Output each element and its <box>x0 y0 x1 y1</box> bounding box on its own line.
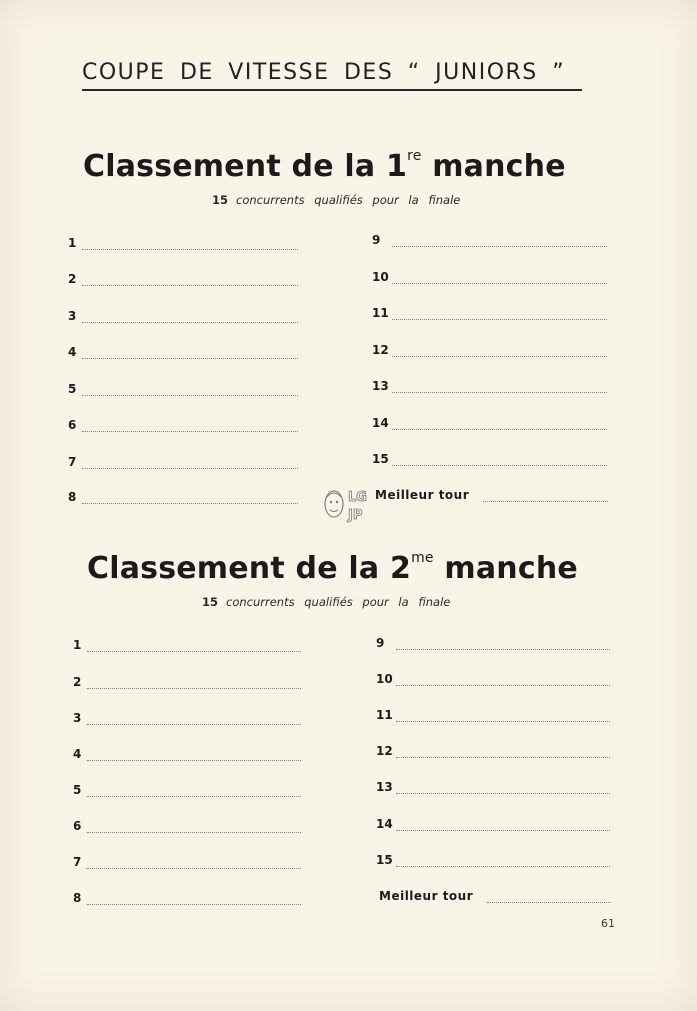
s2-rank-4: 4 <box>73 747 82 761</box>
s2-rank-5: 5 <box>73 783 82 797</box>
s1-dotted-line <box>82 456 298 469</box>
section2-subtitle-text: concurrents qualifiés pour la finale <box>226 595 451 609</box>
s2-rank-13: 13 <box>376 780 393 794</box>
s2-dotted-line <box>87 856 301 869</box>
s1-entry-3 <box>68 307 298 323</box>
section1-subtitle <box>212 193 460 207</box>
s1-rank-13: 13 <box>372 379 389 393</box>
s2-dotted-line <box>396 673 610 686</box>
s1-rank-2: 2 <box>68 272 77 286</box>
s2-dotted-line <box>396 781 610 794</box>
s2-dotted-line <box>87 676 301 689</box>
s1-rank-15: 15 <box>372 452 389 466</box>
s1-dotted-line <box>392 234 607 247</box>
s2-dotted-line <box>87 639 301 652</box>
watermark-logo <box>320 483 380 525</box>
s1-entry-2 <box>68 270 298 286</box>
page-number: 61 <box>601 917 615 930</box>
s1-entry-8 <box>68 488 298 504</box>
svg-text:JP: JP <box>348 508 363 523</box>
s2-dotted-line <box>87 748 301 761</box>
s1-dotted-line <box>392 344 607 357</box>
s1-dotted-line <box>82 383 298 396</box>
s2-best-lap <box>379 887 611 903</box>
s2-dotted-line <box>87 892 301 905</box>
s2-entry-12 <box>376 742 610 758</box>
s2-entry-4 <box>73 745 301 761</box>
s1-dotted-line <box>82 310 298 323</box>
s2-rank-7: 7 <box>73 855 82 869</box>
s2-rank-6: 6 <box>73 819 82 833</box>
s2-dotted-line <box>396 745 610 758</box>
s2-dotted-line <box>87 712 301 725</box>
section1-subtitle-count: 15 <box>212 193 229 207</box>
s1-entry-7 <box>68 453 298 469</box>
s1-entry-4 <box>68 343 298 359</box>
s1-rank-14: 14 <box>372 416 389 430</box>
s2-rank-10: 10 <box>376 672 393 686</box>
s1-entry-9 <box>372 231 607 247</box>
section2-subtitle-count: 15 <box>202 595 219 609</box>
s1-best-lap-label: Meilleur tour <box>375 488 470 502</box>
s1-entry-14 <box>372 414 607 430</box>
s2-entry-3 <box>73 709 301 725</box>
page-title: COUPE DE VITESSE DES “ JUNIORS ” <box>82 60 566 85</box>
s1-rank-11: 11 <box>372 306 389 320</box>
s1-entry-13 <box>372 377 607 393</box>
section1-subtitle-text: concurrents qualifiés pour la finale <box>236 193 461 207</box>
s2-entry-10 <box>376 670 610 686</box>
s2-entry-1 <box>73 636 301 652</box>
section2-title-end: manche <box>433 551 578 586</box>
s2-rank-8: 8 <box>73 891 82 905</box>
s1-dotted-line <box>82 419 298 432</box>
s2-rank-12: 12 <box>376 744 393 758</box>
section1-title-end: manche <box>421 149 566 184</box>
section2-title-main: Classement de la 2 <box>87 551 412 586</box>
s1-dotted-line <box>392 380 607 393</box>
s2-rank-2: 2 <box>73 675 82 689</box>
s2-entry-9 <box>376 634 610 650</box>
s1-rank-3: 3 <box>68 309 77 323</box>
s1-dotted-line <box>392 271 607 284</box>
s1-dotted-line <box>82 237 298 250</box>
s2-entry-8 <box>73 889 301 905</box>
s2-rank-14: 14 <box>376 817 393 831</box>
s2-entry-14 <box>376 815 610 831</box>
s2-rank-3: 3 <box>73 711 82 725</box>
s1-entry-12 <box>372 341 607 357</box>
s2-dotted-line <box>87 820 301 833</box>
s2-rank-1: 1 <box>73 638 82 652</box>
section1-title <box>83 148 566 184</box>
s2-entry-7 <box>73 853 301 869</box>
s1-dotted-line <box>392 453 607 466</box>
s2-entry-15 <box>376 851 610 867</box>
s2-dotted-line <box>396 854 610 867</box>
s1-entry-11 <box>372 304 607 320</box>
section2-title-sup: me <box>411 550 434 566</box>
s2-entry-13 <box>376 778 610 794</box>
s2-dotted-line <box>87 784 301 797</box>
s2-entry-6 <box>73 817 301 833</box>
s2-dotted-line <box>396 818 610 831</box>
s1-entry-15 <box>372 450 607 466</box>
page-header <box>82 60 582 91</box>
s1-rank-4: 4 <box>68 345 77 359</box>
s1-entry-6 <box>68 416 298 432</box>
s2-rank-15: 15 <box>376 853 393 867</box>
s1-dotted-line <box>392 307 607 320</box>
s2-entry-2 <box>73 673 301 689</box>
section2-title <box>87 550 578 586</box>
s1-rank-1: 1 <box>68 236 77 250</box>
s2-dotted-line <box>396 709 610 722</box>
s1-rank-7: 7 <box>68 455 77 469</box>
s2-entry-5 <box>73 781 301 797</box>
section2-subtitle <box>202 595 450 609</box>
s1-rank-9: 9 <box>372 233 381 247</box>
s1-entry-5 <box>68 380 298 396</box>
s1-entry-10 <box>372 268 607 284</box>
s2-rank-9: 9 <box>376 636 385 650</box>
s1-dotted-line <box>82 273 298 286</box>
s1-dotted-line <box>82 346 298 359</box>
s2-best-lap-label: Meilleur tour <box>379 889 474 903</box>
s1-dotted-line <box>392 417 607 430</box>
section1-title-main: Classement de la 1 <box>83 149 408 184</box>
s1-best-lap <box>375 486 608 502</box>
s1-rank-6: 6 <box>68 418 77 432</box>
s1-rank-5: 5 <box>68 382 77 396</box>
s1-dotted-line <box>82 491 298 504</box>
s1-entry-1 <box>68 234 298 250</box>
svg-text:LG: LG <box>348 490 367 505</box>
s2-dotted-line <box>487 890 611 903</box>
section1-title-sup: re <box>407 148 422 164</box>
s2-dotted-line <box>396 637 610 650</box>
s2-rank-11: 11 <box>376 708 393 722</box>
s1-rank-10: 10 <box>372 270 389 284</box>
s1-dotted-line <box>483 489 608 502</box>
s1-rank-8: 8 <box>68 490 77 504</box>
s1-rank-12: 12 <box>372 343 389 357</box>
s2-entry-11 <box>376 706 610 722</box>
